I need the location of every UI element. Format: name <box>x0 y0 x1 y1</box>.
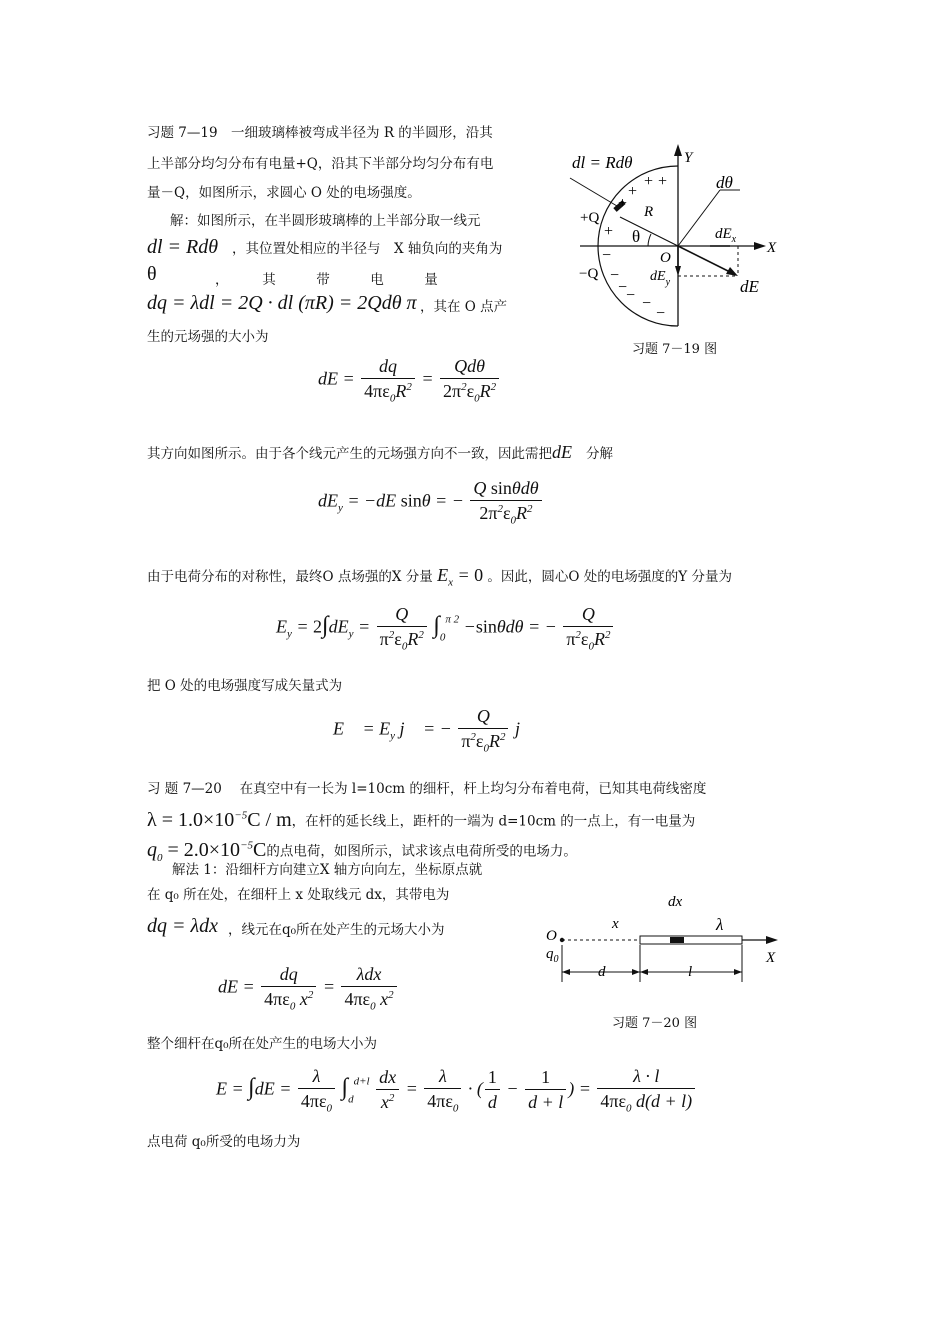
fig20-lambda-label: λ <box>716 915 724 934</box>
p19-line7: ，其在 O 点产 <box>420 299 508 315</box>
p20-line2 <box>147 806 695 831</box>
fig19-devec-label: dE⃗ <box>740 277 773 296</box>
p20-line7: 整个细杆在q₀所在处产生的电场大小为 <box>147 1036 378 1052</box>
fig20-d-label: d <box>598 964 606 980</box>
ex-equals-zero: $E_x = 0$ <box>437 565 484 589</box>
p19-text-dir-vec: dE⃗ <box>552 442 586 462</box>
p19-dq-eq: dq = λdl = 2Q · dl (πR) = 2Qdθ π <box>147 292 417 314</box>
p20-q0-eq: $q_0 = 2.0\times 10^{-5}C$ <box>147 838 267 864</box>
fig20-l-label: l <box>688 964 693 980</box>
eq-de-magnitude: dE = $\frac{dq}{4\pi\varepsilon_0R^2}$ = $\frac{\text{Qdθ}}{2\pi^2\varepsilon_0R^2}$ <box>318 356 501 405</box>
p20-lambda-eq: $\lambda = 1.0\times 10^{-5}C / m$ <box>147 808 292 831</box>
p19-text-dir <box>147 443 613 463</box>
fig19-dl-label: dl = Rdθ <box>572 153 633 172</box>
p19-text-sym-a: 由于电荷分布的对称性，最终O 点场强的X 分量 <box>147 569 433 585</box>
p19-dl-eq: dl = Rdθ <box>147 236 219 258</box>
p20-line2b: ，在杆的延长线上，距杆的一端为 d=10cm 的一点上，有一电量为 <box>291 813 696 830</box>
fig20-q0-label: $q_0$ <box>546 946 559 965</box>
p19-text-dir-main: 其方向如图所示。由于各个线元产生的元场强方向不一致，因此需把 <box>147 446 552 462</box>
svg-text:−: − <box>626 287 636 304</box>
svg-text:+: + <box>628 183 638 200</box>
svg-text:+: + <box>618 195 628 212</box>
p20-line8: 点电荷 q₀所受的电场力为 <box>147 1134 301 1150</box>
fig19-dex-label: $dE_x$ <box>715 226 737 245</box>
eq-dey: $dE_y = -dE$ sinθ = − $\frac{\text{Q sinθdθ}}{2\pi^2\varepsilon_0R^2}$ <box>318 478 544 527</box>
svg-text:+: + <box>604 223 614 240</box>
fig19-dey-label: $dE_y$ <box>650 269 671 288</box>
fig19-theta-label: θ <box>632 227 641 246</box>
p19-theta: θ <box>147 263 157 285</box>
figure-7-20 <box>540 890 790 990</box>
eq-ey-integral: $E_y = 2\int dE_y$ = $\frac{Q}{\pi^2\varepsilon_0R^2}$ $\int_0^{\pi 2} -\sin\theta d\theta$ = − $\frac{Q}{\pi^2\varepsilon_0R^2}$ <box>276 604 615 653</box>
p19-line5: ，其位置处相应的半径与 X 轴负向的夹角为 <box>232 241 503 257</box>
p19-line3: 量－Q，如图所示，求圆心 O 处的电场强度。 <box>147 185 421 201</box>
eq-e-vector: E⃗ = $E_y$ j⃗ = − $\frac{Q}{\pi^2\varepsilon_0R^2}$ j⃗ <box>333 706 534 755</box>
svg-text:+: + <box>658 173 668 190</box>
fig20-o-label: O <box>546 928 557 944</box>
svg-text:−: − <box>642 295 652 312</box>
fig20-dx-label: dx <box>668 894 683 910</box>
fig19-r-label: R <box>644 204 654 220</box>
fig19-x-label: X <box>767 240 777 256</box>
svg-text:+: + <box>644 173 654 190</box>
fig19-caption: 习题 7－19 图 <box>632 342 718 357</box>
svg-text:−: − <box>656 305 666 322</box>
fig20-x-label: x <box>612 916 619 932</box>
p19-line1: 习题 7—19 一细玻璃棒被弯成半径为 R 的半圆形，沿其 <box>147 125 493 141</box>
p19-text-sym-b: 。因此，圆心O 处的电场强度的Y 分量为 <box>487 569 732 585</box>
eq-de-rod: dE = $\frac{dq}{4\pi\varepsilon_0 x^2}$ = $\frac{\text{λdx}}{4\pi\varepsilon_0 x^2}$ <box>218 964 399 1013</box>
p20-line4: 解法 1：沿细杆方向建立X 轴方向向左，坐标原点就 <box>172 862 483 878</box>
fig19-minus-charges <box>602 247 665 322</box>
svg-text:−: − <box>610 267 620 284</box>
svg-text:−: − <box>602 247 612 264</box>
fig19-plusq-label: +Q <box>580 210 600 226</box>
figure-7-19 <box>560 140 790 330</box>
p19-line4: 解：如图所示，在半圆形玻璃棒的上半部分取一线元 <box>170 213 481 229</box>
fig19-minusq-label: −Q <box>579 266 599 282</box>
p19-line8: 生的元场强的大小为 <box>147 329 269 345</box>
p20-line5: 在 q₀ 所在处，在细杆上 x 处取线元 dx，其带电为 <box>147 887 450 903</box>
fig19-dtheta-label: dθ <box>716 173 733 192</box>
p19-text-dir-end: 分解 <box>586 446 613 462</box>
fig20-caption: 习题 7－20 图 <box>612 1016 698 1031</box>
p20-line1: 习 题 7—20 在真空中有一长为 l=10cm 的细杆，杆上均匀分布着电荷，已知其电荷线密度 <box>147 781 707 797</box>
p19-text-vec: 把 O 处的电场强度写成矢量式为 <box>147 678 343 694</box>
fig19-y-label: Y <box>684 150 693 166</box>
eq-e-rod: E = ∫dE = $\frac{\lambda}{4\pi\varepsilon_0}$ $\int_d^{d+l}$ $\frac{dx}{x^2}$ = $\frac{\lambda}{4\pi\varepsilon_0}$ · ( $\frac{1}{d}$ − $\frac{1}{d + l}$ ) = $\frac{\lambda \cdot l}{4\pi\varepsilon_0 d(d + l)}$ <box>216 1066 697 1115</box>
p20-line6: ，线元在q₀所在处产生的元场大小为 <box>228 922 445 938</box>
p19-line6: ， 其 带 电 量 <box>215 272 438 288</box>
svg-text:−: − <box>618 279 628 296</box>
p20-line3b: 的点电荷，如图所示，试求该点电荷所受的电场力。 <box>266 843 577 860</box>
p19-line2: 上半部分均匀分布有电量+Q，沿其下半部分均匀分布有电 <box>147 156 494 172</box>
p19-text-sym <box>147 566 732 592</box>
p20-dq-eq: dq = λdx <box>147 915 219 937</box>
fig19-o-label: O <box>660 250 671 266</box>
fig20-axis-x-label: X <box>766 950 776 966</box>
